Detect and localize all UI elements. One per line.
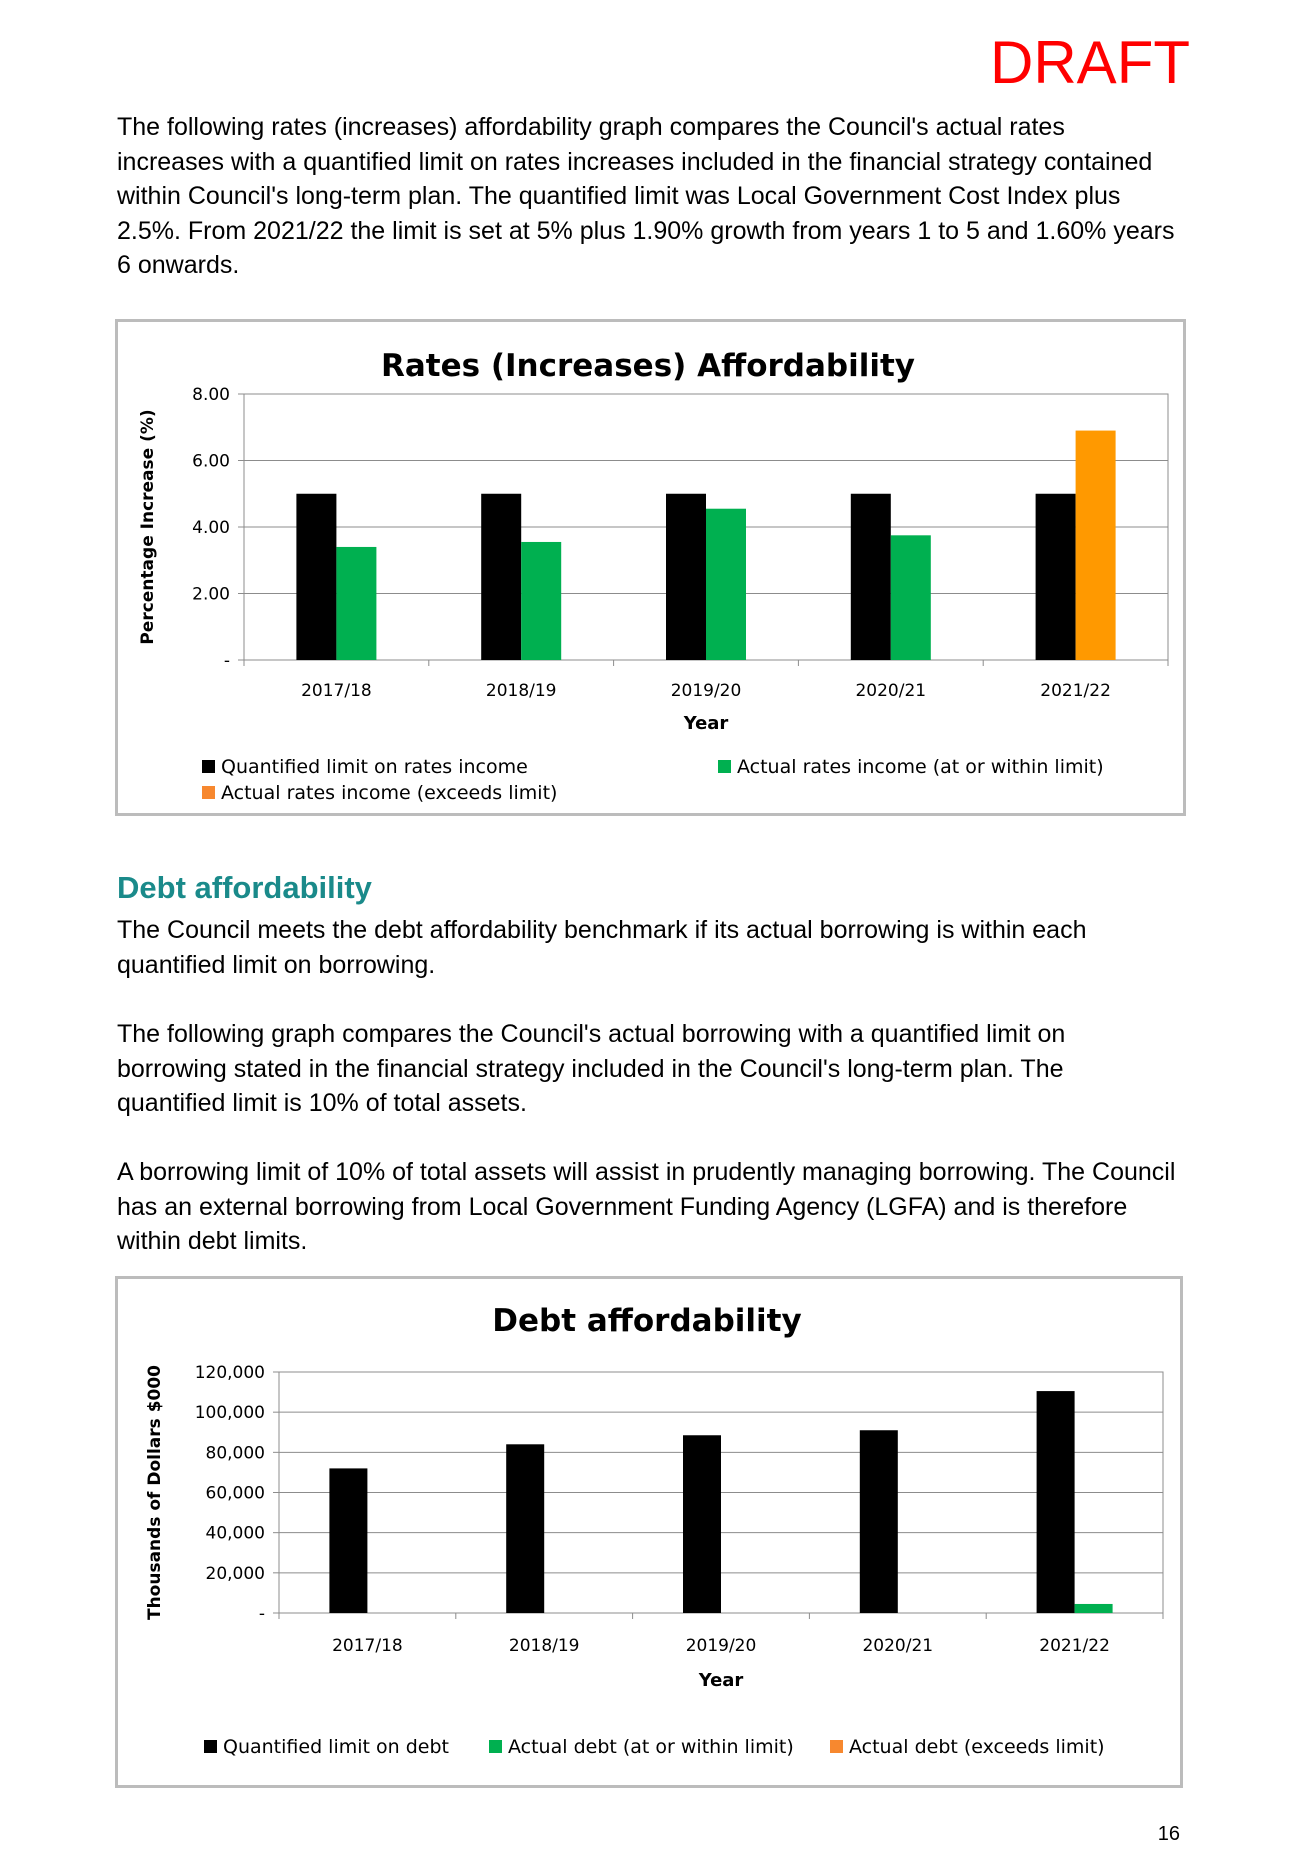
x-tick-label: 2021/22 bbox=[1040, 681, 1111, 701]
y-tick-label: 8.00 bbox=[192, 385, 230, 405]
bar-limit bbox=[329, 1468, 367, 1613]
legend-swatch-limit bbox=[204, 1740, 217, 1753]
x-axis-title: Year bbox=[698, 1670, 744, 1691]
legend-label: Actual rates income (exceeds limit) bbox=[221, 782, 558, 804]
y-tick-label: 40,000 bbox=[205, 1523, 265, 1544]
x-tick-label: 2019/20 bbox=[670, 681, 742, 701]
legend-swatch-within-limit bbox=[718, 760, 731, 773]
chart-title: Debt affordability bbox=[492, 1303, 802, 1339]
debt-affordability-heading: Debt affordability bbox=[117, 870, 372, 905]
intro-paragraph: The following rates (increases) affordability graph compares the Council's actual rates increases with a quantified limit on rates increases included in the financial strategy contained within Council's long-term plan. The quantified limit was Local Government Cost Index plus 2.5%. From 2021/22 the limit is set at 5% plus 1.90% growth from years 1 to 5 and 1.60% years 6 onwards. bbox=[117, 113, 1175, 279]
debt-paragraph-1: The Council meets the debt affordability benchmark if its actual borrowing is within each quantified limit on borrowing. bbox=[117, 916, 1087, 979]
bar-limit bbox=[1037, 1391, 1075, 1613]
bar-limit bbox=[851, 494, 891, 660]
x-axis-title: Year bbox=[683, 713, 729, 734]
y-tick-label: - bbox=[223, 651, 230, 671]
bar-within-limit bbox=[336, 547, 376, 660]
y-tick-label: 120,000 bbox=[194, 1363, 265, 1383]
y-tick-label: 4.00 bbox=[192, 518, 230, 538]
legend-label: Quantified limit on debt bbox=[223, 1736, 449, 1758]
x-tick-label: 2017/18 bbox=[301, 681, 372, 701]
y-axis-title: Thousands of Dollars $000 bbox=[145, 1364, 165, 1621]
debt-affordability-chart bbox=[118, 1279, 1180, 1785]
bar-exceeds-limit bbox=[1076, 431, 1116, 660]
bar-limit bbox=[683, 1435, 721, 1613]
x-tick-label: 2019/20 bbox=[685, 1636, 757, 1656]
y-tick-label: 80,000 bbox=[205, 1443, 265, 1464]
x-tick-label: 2018/19 bbox=[485, 681, 557, 701]
bar-limit bbox=[296, 494, 336, 660]
legend-label: Actual debt (exceeds limit) bbox=[849, 1736, 1105, 1758]
x-tick-label: 2017/18 bbox=[332, 1636, 403, 1656]
y-axis-title: Percentage Increase (%) bbox=[138, 409, 158, 645]
chart-title: Rates (Increases) Affordability bbox=[380, 348, 916, 384]
bar-limit bbox=[481, 494, 521, 660]
draft-watermark: DRAFT bbox=[990, 29, 1190, 96]
x-tick-label: 2020/21 bbox=[855, 681, 927, 701]
legend-label: Quantified limit on rates income bbox=[221, 756, 528, 778]
debt-chart-frame bbox=[115, 1276, 1183, 1788]
y-tick-label: 6.00 bbox=[192, 451, 230, 472]
x-tick-label: 2020/21 bbox=[862, 1636, 934, 1656]
legend-swatch-exceeds-limit bbox=[202, 786, 215, 799]
bar-within-limit bbox=[1075, 1604, 1113, 1613]
bar-limit bbox=[666, 494, 706, 660]
y-tick-label: 60,000 bbox=[205, 1483, 265, 1504]
y-tick-label: - bbox=[258, 1604, 265, 1624]
legend-label: Actual debt (at or within limit) bbox=[508, 1736, 794, 1758]
rates-chart-frame bbox=[115, 319, 1186, 816]
bar-within-limit bbox=[521, 542, 561, 660]
bar-limit bbox=[860, 1430, 898, 1613]
y-tick-label: 2.00 bbox=[192, 584, 230, 605]
bar-limit bbox=[506, 1444, 544, 1613]
bar-limit bbox=[1036, 494, 1076, 660]
page-number: 16 bbox=[1157, 1823, 1180, 1845]
x-tick-label: 2021/22 bbox=[1039, 1636, 1110, 1656]
legend-swatch-exceeds-limit bbox=[830, 1740, 843, 1753]
x-tick-label: 2018/19 bbox=[508, 1636, 580, 1656]
debt-paragraph-3: A borrowing limit of 10% of total assets will assist in prudently managing borrowing. The Council has an external borrowing from Local Government Funding Agency (LGFA) and is therefore within debt limits. bbox=[117, 1158, 1176, 1255]
rates-affordability-chart bbox=[118, 322, 1183, 813]
legend-swatch-within-limit bbox=[489, 1740, 502, 1753]
legend-swatch-limit bbox=[202, 760, 215, 773]
legend-label: Actual rates income (at or within limit) bbox=[737, 756, 1104, 778]
y-tick-label: 20,000 bbox=[205, 1563, 265, 1584]
bar-within-limit bbox=[891, 535, 931, 660]
bar-within-limit bbox=[706, 509, 746, 660]
debt-paragraph-2: The following graph compares the Council's actual borrowing with a quantified limit on borrowing stated in the financial strategy included in the Council's long-term plan. The quantified limit is 10% of total assets. bbox=[117, 1020, 1066, 1117]
y-tick-label: 100,000 bbox=[194, 1403, 265, 1424]
